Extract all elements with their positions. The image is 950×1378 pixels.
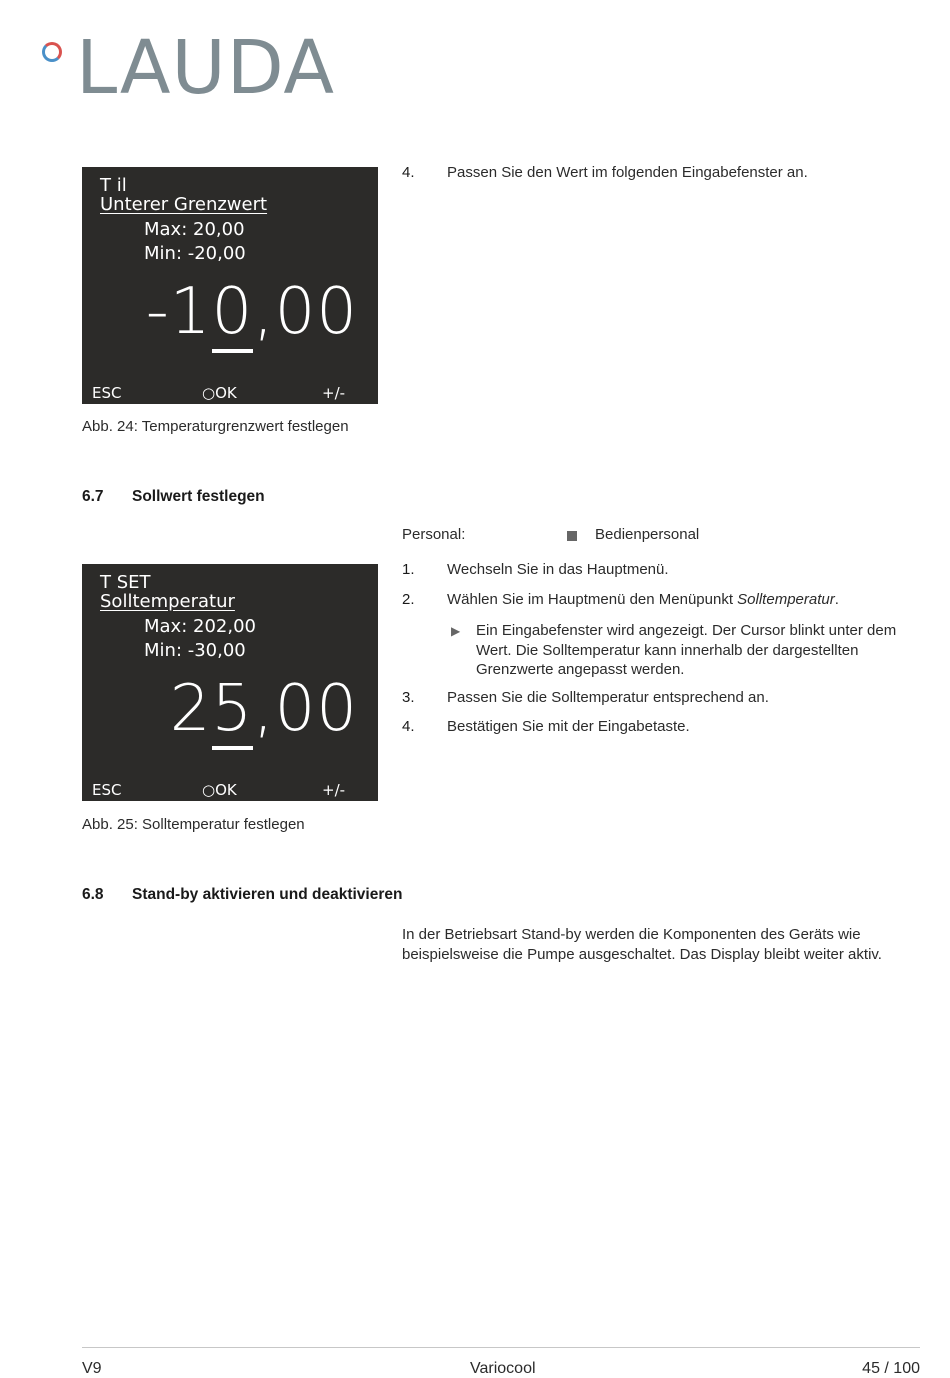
value-after-cursor: ,00 — [253, 275, 358, 349]
display-setpoint — [82, 564, 378, 801]
section-title: Stand-by aktivieren und deaktivieren — [132, 886, 403, 903]
step-text: Wechseln Sie in das Hauptmenü. — [447, 561, 669, 578]
result-text: Ein Eingabefenster wird angezeigt. Der Cursor blinkt unter dem Wert. Die Solltemperatur kann innerhalb der dargestellten Grenzwerte angepasst werden. — [476, 622, 897, 678]
footer-page-number: 45 / 100 — [862, 1360, 920, 1377]
display-max: Max: 202,00 — [144, 616, 256, 637]
step-number: 4. — [402, 718, 415, 735]
section-heading — [82, 886, 402, 904]
lauda-degree-logo-icon — [42, 42, 62, 62]
figure-caption: Abb. 24: Temperaturgrenzwert festlegen — [82, 418, 349, 435]
footer-version: V9 — [82, 1360, 102, 1377]
ok-softkey — [202, 384, 237, 402]
display-code: T SET — [100, 572, 151, 593]
esc-softkey-label: ESC — [92, 781, 122, 799]
section-heading — [82, 488, 265, 506]
step-number: 2. — [402, 591, 415, 608]
step-text: Passen Sie die Solltemperatur entsprechend an. — [447, 689, 769, 706]
section-title: Sollwert festlegen — [132, 488, 265, 505]
step-text — [447, 591, 839, 608]
personal-value: Bedienpersonal — [595, 526, 700, 543]
value-cursor-digit: 5 — [212, 672, 254, 750]
ok-softkey-label: OK — [215, 781, 237, 799]
ok-softkey-label: OK — [215, 384, 237, 402]
circle-icon: ○ — [202, 781, 216, 799]
ok-softkey — [202, 781, 237, 799]
square-bullet-icon — [567, 531, 577, 541]
plusminus-softkey-label: +/- — [322, 384, 346, 402]
display-min: Min: -20,00 — [144, 243, 246, 264]
display-limit-value — [82, 167, 378, 404]
display-max: Max: 20,00 — [144, 219, 245, 240]
plusminus-softkey-label: +/- — [322, 781, 346, 799]
menu-item-name: Solltemperatur — [737, 591, 835, 608]
value-before-cursor: 2 — [169, 672, 212, 746]
display-code: T il — [100, 175, 127, 196]
standby-paragraph: In der Betriebsart Stand-by werden die Komponenten des Geräts wie beispielsweise die Pumpe ausgeschaltet. Das Display bleibt weiter aktiv. — [402, 926, 882, 963]
circle-icon: ○ — [202, 384, 216, 402]
step-number: 3. — [402, 689, 415, 706]
personal-label: Personal: — [402, 526, 466, 543]
figure-caption: Abb. 25: Solltemperatur festlegen — [82, 816, 305, 833]
value-after-cursor: ,00 — [253, 672, 358, 746]
step-number: 1. — [402, 561, 415, 578]
footer-product: Variocool — [470, 1360, 536, 1377]
step-text-part: Wählen Sie im Hauptmenü den Menüpunkt — [447, 591, 738, 608]
step-text: Passen Sie den Wert im folgenden Eingabefenster an. — [447, 164, 808, 181]
display-min: Min: -30,00 — [144, 640, 246, 661]
display-value — [146, 275, 358, 349]
logo-text: LAUDA — [76, 25, 336, 111]
footer-divider — [82, 1347, 920, 1348]
section-number: 6.7 — [82, 488, 104, 505]
value-cursor-digit: 0 — [212, 275, 254, 353]
display-parameter-name: Unterer Grenzwert — [100, 194, 268, 215]
step-number: 4. — [402, 164, 415, 181]
section-number: 6.8 — [82, 886, 104, 903]
result-arrow-icon: ▶ — [451, 624, 461, 638]
step-text: Bestätigen Sie mit der Eingabetaste. — [447, 718, 690, 735]
display-value — [170, 672, 358, 746]
step-text-part: . — [834, 591, 839, 608]
display-parameter-name: Solltemperatur — [100, 591, 235, 612]
value-before-cursor: -1 — [145, 275, 212, 349]
esc-softkey-label: ESC — [92, 384, 122, 402]
